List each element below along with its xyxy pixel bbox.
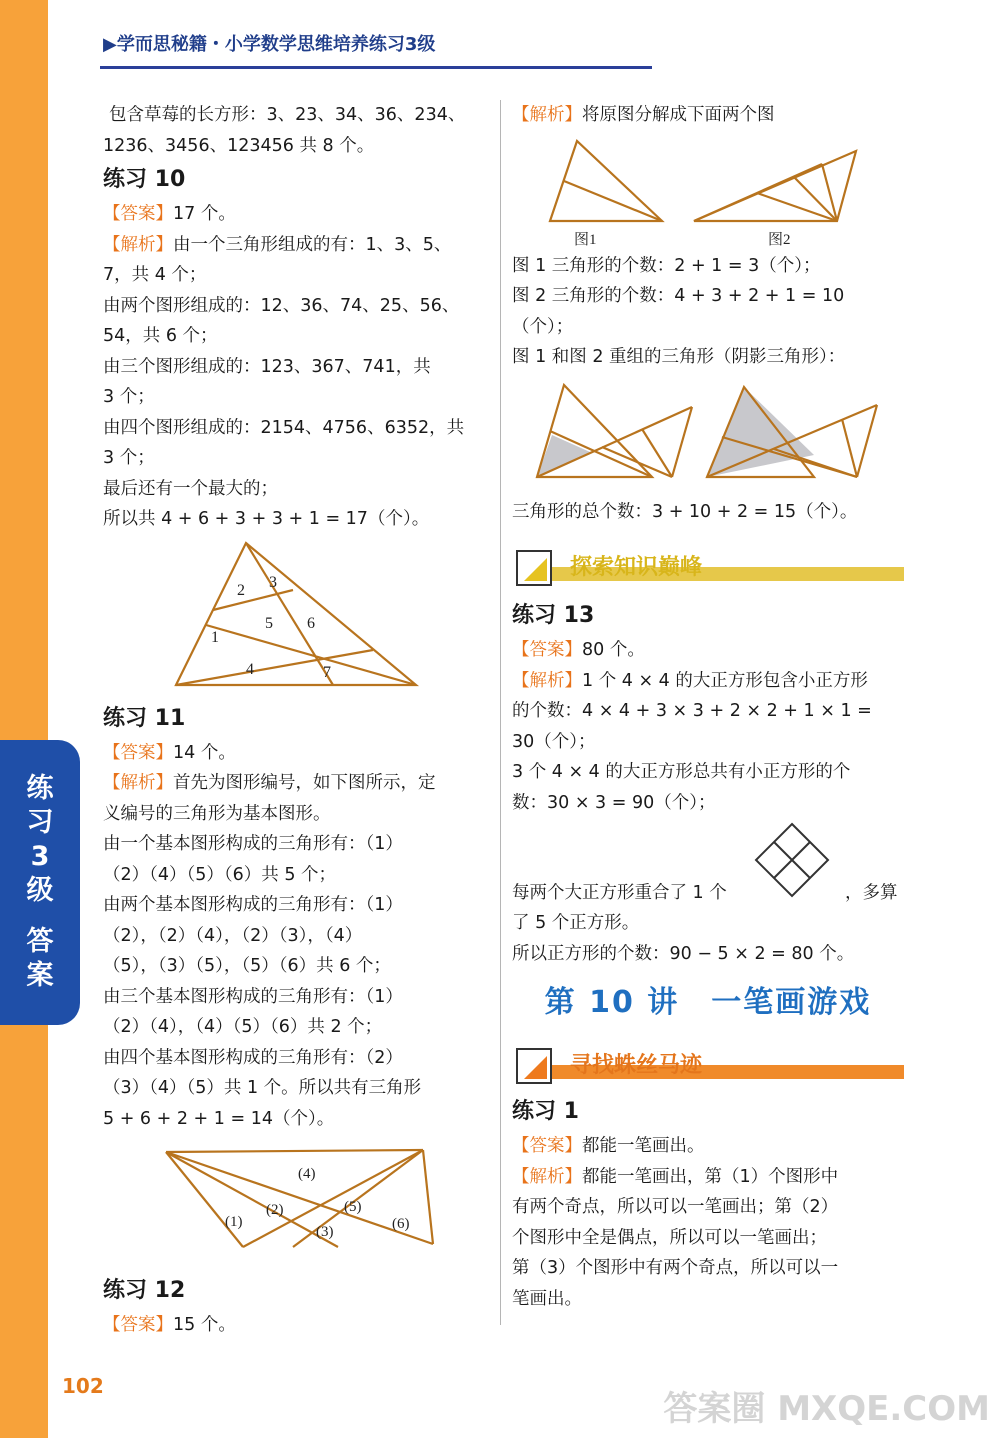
- text-line: 由三个图形组成的：123、367、741，共: [103, 356, 431, 377]
- text-line: 了 5 个正方形。: [512, 913, 640, 933]
- text-line: 3 个；: [103, 448, 155, 468]
- text-line: 图 1 和图 2 重组的三角形（阴影三角形）：: [512, 347, 846, 367]
- text-line: 3 个 4 × 4 的大正方形总共有小正方形的个: [512, 762, 851, 782]
- analysis-line: [512, 666, 904, 697]
- watermark: 答案圈 MXQE.COM: [663, 1389, 990, 1429]
- side-tab-char: 级: [26, 874, 54, 906]
- analysis-line: [103, 768, 493, 799]
- answer-tag: 【答案】: [103, 1315, 173, 1335]
- text-line: 个图形中全是偶点，所以可以一笔画出；: [512, 1227, 827, 1248]
- answer-text: 都能一笔画出。: [582, 1136, 705, 1156]
- exercise-title: 练习 1: [512, 1099, 579, 1124]
- ex10-triangle-figure: [103, 535, 493, 700]
- region-label: 4: [246, 660, 254, 678]
- exercise-title: 练习 12: [103, 1278, 186, 1303]
- text-line: 图 1 三角形的个数：2 + 1 = 3（个）；: [512, 255, 821, 276]
- text-line: 第（3）个图形中有两个奇点，所以可以一: [512, 1258, 839, 1278]
- side-tab-char: 答: [26, 926, 54, 958]
- diamond-square-icon: [752, 820, 832, 900]
- answer-line: [512, 1131, 904, 1162]
- answer-line: [103, 738, 493, 769]
- answer-tag: 【答案】: [103, 204, 173, 224]
- text-line: 54，共 6 个；: [103, 326, 218, 346]
- ex11-triangle-figure: [103, 1140, 493, 1270]
- text-line: 由一个基本图形构成的三角形有：（1）: [103, 834, 403, 854]
- left-column: [103, 100, 493, 1341]
- text-line: 的个数：4 × 4 + 3 × 3 + 2 × 2 + 1 × 1 =: [512, 701, 872, 721]
- analysis-tag: 【解析】: [512, 105, 582, 125]
- text-line: （5），（3）（5），（5）（6）共 6 个；: [103, 956, 391, 976]
- section-title: 探索知识巅峰: [570, 554, 703, 580]
- answer-text: 14 个。: [173, 742, 236, 763]
- text-line: 3 个；: [103, 387, 155, 407]
- region-label: (2): [266, 1202, 284, 1218]
- text-line: 最后还有一个最大的；: [103, 478, 278, 499]
- text-line: 包含草莓的长方形：3、23、34、36、234、: [109, 105, 466, 125]
- text-line: 由两个图形组成的：12、36、74、25、56、: [103, 295, 460, 316]
- answer-line: [512, 635, 904, 666]
- text-line: 30（个）；: [512, 731, 596, 752]
- region-label: 1: [211, 628, 219, 646]
- region-label: 7: [323, 663, 331, 681]
- text-line: 每两个大正方形重合了 1 个: [512, 883, 727, 903]
- recombined-figures: [512, 377, 904, 497]
- region-label: (5): [344, 1199, 362, 1215]
- text-line: 笔画出。: [512, 1288, 582, 1309]
- analysis-tag: 【解析】: [103, 773, 173, 793]
- text-line: 三角形的总个数：3 + 10 + 2 = 15（个）。: [512, 501, 858, 522]
- text-line: （2）（4）（5）（6）共 5 个；: [103, 864, 337, 885]
- page-header: ▶学而思秘籍・小学数学思维培养练习3级: [103, 34, 436, 55]
- answer-line: [103, 199, 493, 230]
- analysis-tag: 【解析】: [512, 670, 582, 691]
- text-line: （2），（2）（4），（2）（3），（4）: [103, 925, 363, 946]
- text-line: 数：30 × 3 = 90（个）；: [512, 792, 716, 813]
- text-line: （2）（4），（4）（5）（6）共 2 个；: [103, 1017, 383, 1037]
- lecture-title: 第 10 讲 一笔画游戏: [544, 985, 872, 1020]
- orange-side-bar: [0, 0, 48, 1438]
- analysis-text: 首先为图形编号，如下图所示，定: [173, 773, 436, 793]
- answer-tag: 【答案】: [512, 1136, 582, 1156]
- text-line: 有两个奇点，所以可以一笔画出；第（2）: [512, 1197, 839, 1217]
- region-label: 2: [237, 581, 245, 599]
- text-line: 由三个基本图形构成的三角形有：（1）: [103, 986, 403, 1007]
- column-divider: [500, 100, 501, 1325]
- section-title: 寻找蛛丝马迹: [570, 1052, 703, 1078]
- right-column: [512, 100, 904, 1314]
- exercise-title: 练习 13: [512, 603, 595, 628]
- analysis-text: 由一个三角形组成的有：1、3、5、: [173, 234, 452, 255]
- text-line: 由四个图形组成的：2154、4756、6352，共: [103, 417, 465, 438]
- analysis-line: [103, 230, 493, 261]
- answer-line: [103, 1310, 493, 1341]
- text-line: 图 2 三角形的个数：4 + 3 + 2 + 1 = 10（个）；: [512, 286, 845, 337]
- analysis-text: 1 个 4 × 4 的大正方形包含小正方形: [582, 670, 868, 691]
- side-tab-char: 习: [26, 807, 54, 838]
- analysis-tag: 【解析】: [103, 234, 173, 255]
- text-line: 由两个基本图形构成的三角形有：（1）: [103, 895, 403, 915]
- chapter-side-tab: [0, 740, 80, 1025]
- text-line: 所以共 4 + 6 + 3 + 3 + 1 = 17（个）。: [103, 509, 430, 529]
- section-header: [512, 1043, 904, 1089]
- analysis-line: [512, 100, 904, 131]
- analysis-text: 都能一笔画出，第（1）个图形中: [582, 1166, 839, 1187]
- text-line: 义编号的三角形为基本图形。: [103, 803, 331, 824]
- side-tab-char: 3: [30, 840, 50, 872]
- answer-text: 17 个。: [173, 204, 236, 224]
- analysis-tag: 【解析】: [512, 1166, 582, 1187]
- region-label: (4): [298, 1166, 316, 1182]
- header-rule: [100, 66, 652, 69]
- decomposed-figures: [512, 131, 904, 251]
- exercise-title: 练习 11: [103, 705, 186, 731]
- answer-tag: 【答案】: [103, 742, 173, 763]
- exercise-title: 练习 10: [103, 167, 186, 192]
- section-triangle-icon: [514, 548, 554, 588]
- analysis-line: [512, 1162, 904, 1193]
- side-tab-char: 练: [26, 773, 54, 805]
- text-line: 所以正方形的个数：90 − 5 × 2 = 80 个。: [512, 943, 855, 964]
- region-label: 3: [269, 573, 277, 591]
- region-label: 5: [265, 614, 273, 632]
- page-number: 102: [62, 1374, 104, 1398]
- side-tab-char: 案: [26, 960, 54, 991]
- text-line: 5 + 6 + 2 + 1 = 14（个）。: [103, 1108, 335, 1129]
- answer-text: 15 个。: [173, 1315, 236, 1335]
- section-triangle-icon: [514, 1046, 554, 1086]
- answer-text: 80 个。: [582, 640, 645, 660]
- answer-tag: 【答案】: [512, 640, 582, 660]
- region-label: (1): [225, 1214, 243, 1230]
- section-header: [512, 545, 904, 591]
- region-label: 6: [307, 614, 315, 632]
- region-label: (3): [316, 1224, 334, 1240]
- text-line: （3）（4）（5）共 1 个。所以共有三角形: [103, 1078, 422, 1098]
- text-line: 1236、3456、123456 共 8 个。: [103, 135, 375, 156]
- analysis-text: 将原图分解成下面两个图: [582, 105, 775, 125]
- overlap-row: [512, 818, 904, 908]
- region-label: (6): [392, 1216, 410, 1232]
- figure-caption: 图2: [768, 231, 791, 248]
- text-line: ，多算: [845, 883, 898, 903]
- text-line: 由四个基本图形构成的三角形有：（2）: [103, 1047, 403, 1068]
- text-line: 7，共 4 个；: [103, 265, 207, 285]
- figure-caption: 图1: [574, 231, 597, 248]
